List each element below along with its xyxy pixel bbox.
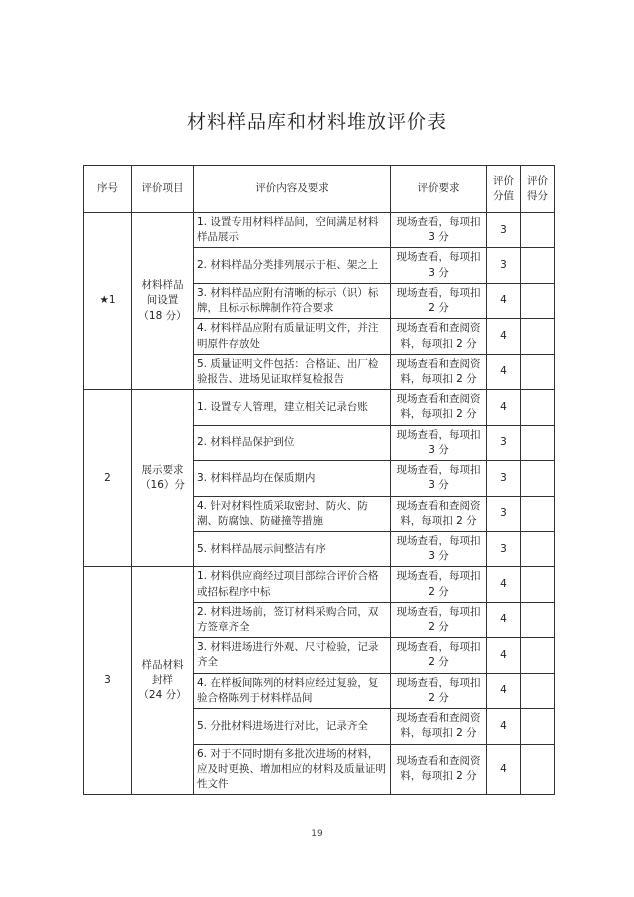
row-content: 2. 材料样品保护到位 bbox=[194, 425, 391, 460]
row-score: 4 bbox=[487, 283, 521, 318]
group-seq: ★1 bbox=[84, 213, 132, 390]
row-requirement: 现场查看，每项扣 2 分 bbox=[391, 567, 487, 602]
row-content: 1. 材料供应商经过项目部综合评价合格或招标程序中标 bbox=[194, 567, 391, 602]
row-score: 3 bbox=[487, 248, 521, 283]
row-got-score bbox=[521, 673, 555, 708]
row-got-score bbox=[521, 248, 555, 283]
row-got-score bbox=[521, 531, 555, 566]
row-score: 4 bbox=[487, 673, 521, 708]
row-score: 4 bbox=[487, 390, 521, 425]
row-score: 3 bbox=[487, 496, 521, 531]
group-item-line: （16）分 bbox=[140, 479, 185, 492]
group-item-line: 封样 bbox=[152, 674, 173, 687]
row-content: 3. 材料样品应附有清晰的标示（识）标牌，且标示标牌制作符合要求 bbox=[194, 283, 391, 318]
row-got-score bbox=[521, 425, 555, 460]
row-content: 6. 对于不同时期有多批次进场的材料，应及时更换、增加相应的材料及质量证明性文件 bbox=[194, 744, 391, 795]
row-requirement: 现场查看和查阅资料，每项扣 2 分 bbox=[391, 354, 487, 389]
row-content: 5. 材料样品展示间整洁有序 bbox=[194, 531, 391, 566]
row-got-score bbox=[521, 496, 555, 531]
row-content: 5. 质量证明文件包括：合格证、出厂检验报告、进场见证取样复检报告 bbox=[194, 354, 391, 389]
row-content: 4. 针对材料性质采取密封、防火、防潮、防腐蚀、防碰撞等措施 bbox=[194, 496, 391, 531]
group-seq: 3 bbox=[84, 567, 132, 795]
row-got-score bbox=[521, 390, 555, 425]
row-got-score bbox=[521, 354, 555, 389]
row-content: 4. 材料样品应附有质量证明文件，并注明原件存放处 bbox=[194, 319, 391, 354]
row-got-score bbox=[521, 567, 555, 602]
group-item-line: （24 分） bbox=[138, 689, 187, 702]
row-content: 5. 分批材料进场进行对比，记录齐全 bbox=[194, 709, 391, 744]
row-got-score bbox=[521, 638, 555, 673]
row-got-score bbox=[521, 461, 555, 496]
group-item bbox=[132, 390, 194, 567]
header-got-line: 得分 bbox=[527, 190, 548, 202]
row-requirement: 现场查看和查阅资料，每项扣 2 分 bbox=[391, 744, 487, 795]
row-content: 3. 材料样品均在保质期内 bbox=[194, 461, 391, 496]
row-content: 2. 材料样品分类排列展示于柜、架之上 bbox=[194, 248, 391, 283]
row-got-score bbox=[521, 709, 555, 744]
row-requirement: 现场查看，每项扣 2 分 bbox=[391, 602, 487, 637]
group-seq: 2 bbox=[84, 390, 132, 567]
group-item-line: 展示要求 bbox=[141, 464, 184, 477]
row-requirement: 现场查看和查阅资料，每项扣 2 分 bbox=[391, 390, 487, 425]
group-item bbox=[132, 567, 194, 795]
row-got-score bbox=[521, 283, 555, 318]
row-score: 4 bbox=[487, 744, 521, 795]
row-content: 1. 设置专人管理，建立相关记录台账 bbox=[194, 390, 391, 425]
header-score bbox=[487, 166, 521, 213]
row-requirement: 现场查看，每项扣 3 分 bbox=[391, 531, 487, 566]
row-requirement: 现场查看和查阅资料，每项扣 2 分 bbox=[391, 319, 487, 354]
row-got-score bbox=[521, 602, 555, 637]
header-requirement: 评价要求 bbox=[391, 166, 487, 213]
row-got-score bbox=[521, 744, 555, 795]
group-item-line: （18 分） bbox=[138, 309, 187, 322]
row-content: 3. 材料进场进行外观、尺寸检验，记录齐全 bbox=[194, 638, 391, 673]
header-got bbox=[521, 166, 555, 213]
row-requirement: 现场查看和查阅资料，每项扣 2 分 bbox=[391, 496, 487, 531]
row-requirement: 现场查看和查阅资料，每项扣 2 分 bbox=[391, 709, 487, 744]
row-requirement: 现场查看，每项扣 3 分 bbox=[391, 213, 487, 248]
row-score: 4 bbox=[487, 319, 521, 354]
evaluation-table bbox=[83, 165, 555, 795]
row-requirement: 现场查看，每项扣 3 分 bbox=[391, 425, 487, 460]
row-requirement: 现场查看，每项扣 3 分 bbox=[391, 248, 487, 283]
row-score: 4 bbox=[487, 638, 521, 673]
row-score: 3 bbox=[487, 213, 521, 248]
table-row bbox=[84, 390, 555, 425]
row-content: 4. 在样板间陈列的材料应经过复验，复验合格陈列于材料样品间 bbox=[194, 673, 391, 708]
row-requirement: 现场查看，每项扣 3 分 bbox=[391, 461, 487, 496]
row-score: 3 bbox=[487, 425, 521, 460]
header-score-line: 分值 bbox=[493, 190, 514, 202]
group-item-line: 材料样品 bbox=[141, 279, 184, 292]
header-content: 评价内容及要求 bbox=[194, 166, 391, 213]
page-number: 19 bbox=[311, 829, 323, 839]
row-content: 1. 设置专用材料样品间，空间满足材料样品展示 bbox=[194, 213, 391, 248]
header-got-line: 评价 bbox=[527, 174, 548, 187]
row-score: 4 bbox=[487, 709, 521, 744]
row-score: 3 bbox=[487, 461, 521, 496]
group-item-line: 样品材料 bbox=[141, 658, 184, 671]
header-score-line: 评价 bbox=[493, 174, 514, 187]
page-title: 材料样品库和材料堆放评价表 bbox=[186, 111, 447, 133]
table-row bbox=[84, 567, 555, 602]
row-got-score bbox=[521, 213, 555, 248]
row-score: 4 bbox=[487, 567, 521, 602]
row-got-score bbox=[521, 319, 555, 354]
group-item-line: 间设置 bbox=[146, 294, 179, 307]
row-content: 2. 材料进场前，签订材料采购合同，双方签章齐全 bbox=[194, 602, 391, 637]
row-score: 3 bbox=[487, 531, 521, 566]
row-requirement: 现场查看，每项扣 2 分 bbox=[391, 673, 487, 708]
row-score: 4 bbox=[487, 602, 521, 637]
table-row bbox=[84, 213, 555, 248]
group-item bbox=[132, 213, 194, 390]
row-requirement: 现场查看，每项扣 2 分 bbox=[391, 283, 487, 318]
table-header-row bbox=[84, 166, 555, 213]
header-item: 评价项目 bbox=[132, 166, 194, 213]
row-requirement: 现场查看，每项扣 2 分 bbox=[391, 638, 487, 673]
row-score: 4 bbox=[487, 354, 521, 389]
header-seq: 序号 bbox=[84, 166, 132, 213]
